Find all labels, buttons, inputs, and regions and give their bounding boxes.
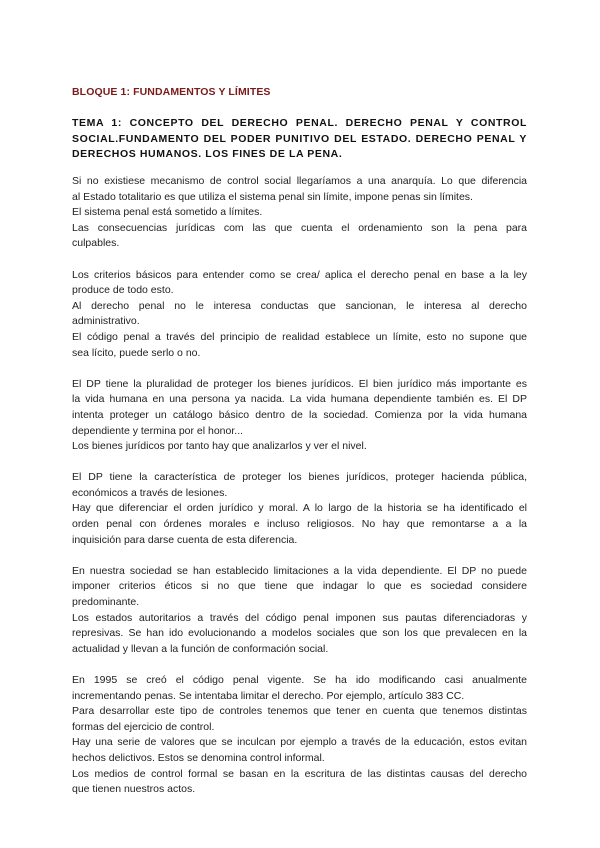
text-line: Los criterios básicos para entender como se crea/ aplica el derecho penal en base a la ley [72, 268, 527, 281]
topic-line: DERECHOS HUMANOS. LOS FINES DE LA PENA. [72, 148, 343, 160]
text-line: Los estados autoritarios a través del código penal imponen sus pautas diferenciadoras y [72, 611, 527, 624]
paragraph [72, 174, 527, 252]
paragraph [72, 268, 527, 362]
text-line: que tienen nuestros actos. [72, 783, 196, 796]
block-heading: BLOQUE 1: FUNDAMENTOS Y LÍMITES [72, 86, 271, 98]
text-line: Hay que diferenciar el orden jurídico y moral. A lo largo de la historia se ha identificado el [72, 502, 527, 515]
text-line: El DP tiene la característica de proteger los bienes jurídicos, proteger hacienda pública, [72, 471, 527, 484]
document-body [72, 174, 527, 813]
paragraph [72, 564, 527, 658]
text-line: Los bienes jurídicos por tanto hay que analizarlos y ver el nivel. [72, 440, 367, 453]
text-line: imponer criterios éticos si no que tiene que indagar lo que es sociedad considere [72, 580, 527, 593]
text-line: sea lícito, puede serlo o no. [72, 346, 201, 359]
text-line: al Estado totalitario es que utiliza el sistema penal sin límite, impone penas sin límites. [72, 190, 473, 203]
paragraph [72, 673, 527, 798]
text-line: orden penal con órdenes morales e incluso religiosos. No hay que remontarse a a la [72, 518, 527, 531]
text-line: Las consecuencias jurídicas com las que cuenta el ordenamiento son la pena para [72, 221, 527, 234]
text-line: Para desarrollar este tipo de controles tenemos que tener en cuenta que tenemos distintas [72, 705, 527, 718]
text-line: inquisición para darse cuenta de esta diferencia. [72, 533, 298, 546]
text-line: actualidad y llevan a la función de conformación social. [72, 642, 329, 655]
paragraph [72, 377, 527, 455]
text-line: económicos a través de lesiones. [72, 486, 228, 499]
text-line: produce de todo esto. [72, 284, 174, 297]
topic-line: TEMA 1: CONCEPTO DEL DERECHO PENAL. DERECHO PENAL Y CONTROL [72, 117, 527, 129]
text-line: culpables. [72, 237, 120, 250]
text-line: represivas. Se han ido evolucionando a modelos sociales que son los que prevalecen en la [72, 627, 527, 640]
text-line: Hay una serie de valores que se inculcan por ejemplo a través de la educación, estos evitan [72, 736, 527, 749]
topic-line: SOCIAL.FUNDAMENTO DEL PODER PUNITIVO DEL ESTADO. DERECHO PENAL Y [72, 132, 527, 145]
text-line: dependiente y termina por el honor... [72, 424, 244, 437]
text-line: predominante. [72, 596, 140, 609]
text-line: El sistema penal está sometido a límites. [72, 206, 263, 219]
text-line: En 1995 se creó el código penal vigente. Se ha ido modificando casi anualmente [72, 674, 527, 686]
text-line: El DP tiene la pluralidad de proteger los bienes jurídicos. El bien jurídico más importante es [72, 377, 527, 390]
topic-title [72, 116, 527, 163]
text-line: formas del ejercicio de control. [72, 720, 215, 733]
text-line: El código penal a través del principio de realidad establece un límite, esto no supone que [72, 330, 527, 343]
text-line: Si no existiese mecanismo de control social llegaríamos a una anarquía. Lo que diferencia [72, 175, 527, 187]
text-line: administrativo. [72, 315, 140, 328]
text-line: Al derecho penal no le interesa conductas que sancionan, le interesa al derecho [72, 299, 527, 312]
text-line: En nuestra sociedad se han establecido limitaciones a la vida dependiente. El DP no puede [72, 564, 527, 577]
text-line: intenta proteger un catálogo básico dentro de la sociedad. Comienza por la vida humana [72, 408, 527, 421]
paragraph [72, 470, 527, 548]
text-line: Los medios de control formal se basan en la escritura de las distintas causas del derecho [72, 767, 527, 780]
text-line: incrementando penas. Se intentaba limitar el derecho. Por ejemplo, artículo 383 CC. [72, 689, 465, 702]
text-line: la vida humana en una persona ya nacida. La vida humana dependiente también es. El DP [72, 393, 527, 406]
text-line: hechos delictivos. Estos se denomina control informal. [72, 751, 325, 764]
